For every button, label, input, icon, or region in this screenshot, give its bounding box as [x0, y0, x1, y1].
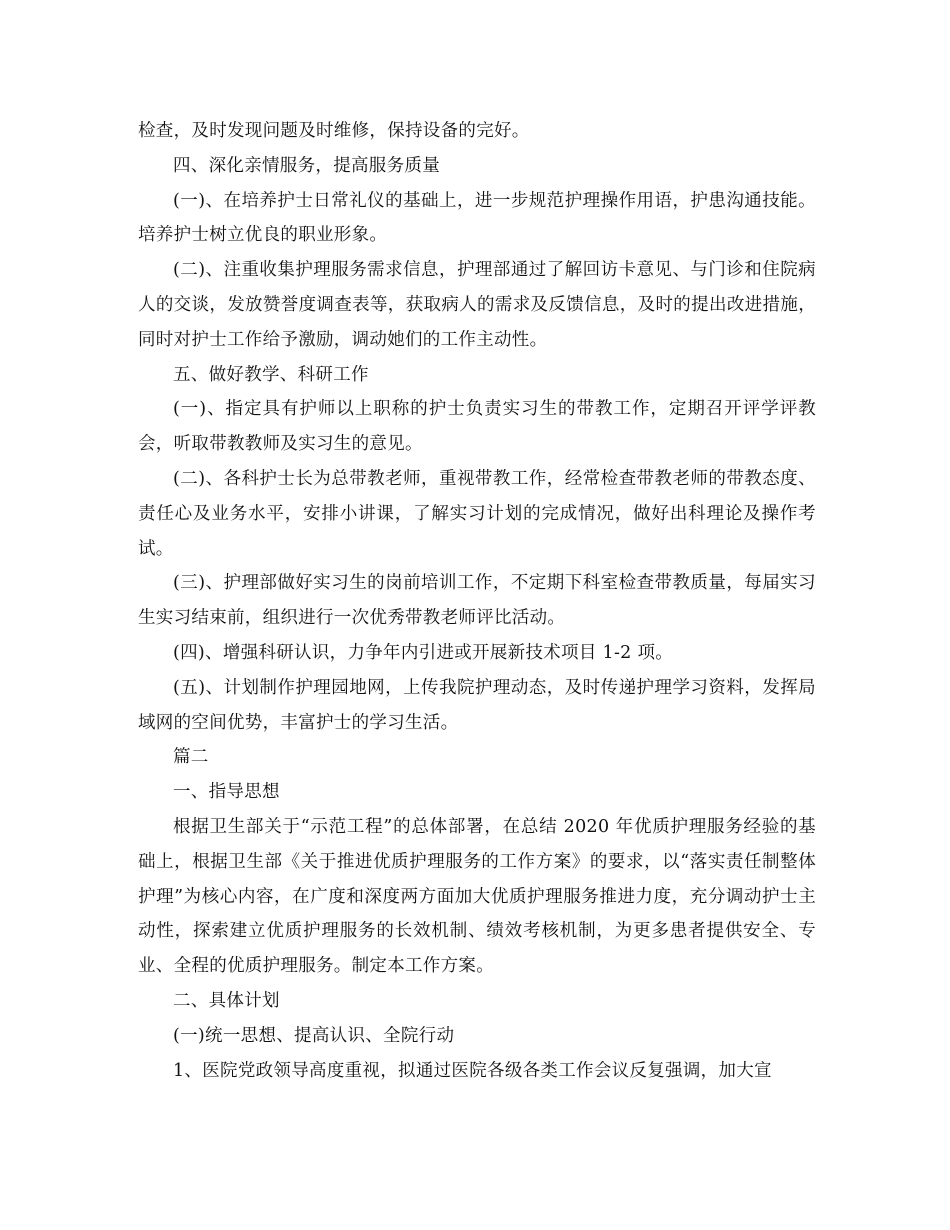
paragraph: 1、医院党政领导高度重视，拟通过医院各级各类工作会议反复强调，加大宣: [173, 1060, 772, 1081]
paragraph: (一)、在培养护士日常礼仪的基础上，进一步规范护理操作用语，护患沟通技能。培养护士树立优良的职业形象。: [138, 190, 816, 246]
section-heading-2: 二、具体计划: [173, 990, 280, 1011]
document-body: [138, 114, 816, 1088]
paragraph: (二)、注重收集护理服务需求信息，护理部通过了解回访卡意见、与门诊和住院病人的交谈，发放赞誉度调查表等，获取病人的需求及反馈信息，及时的提出改进措施，同时对护士工作给予激励，调动她们的工作主动性。: [138, 260, 816, 350]
part-title: 篇二: [173, 747, 209, 768]
paragraph-continuation: 检查，及时发现问题及时维修，保持设备的完好。: [138, 121, 530, 141]
paragraph: (一)、指定具有护师以上职称的护士负责实习生的带教工作，定期召开评学评教会，听取带教教师及实习生的意见。: [138, 399, 816, 455]
paragraph: (五)、计划制作护理园地网，上传我院护理动态，及时传递护理学习资料，发挥局域网的空间优势，丰富护士的学习生活。: [138, 677, 816, 733]
section-heading-1: 一、指导思想: [173, 782, 280, 803]
subsection-heading: (一)统一思想、提高认识、全院行动: [173, 1025, 455, 1046]
paragraph: 根据卫生部关于“示范工程”的总体部署，在总结 2020 年优质护理服务经验的基础上，根据卫生部《关于推进优质护理服务的工作方案》的要求，以“落实责任制整体护理”为核心内容，在广度和深度两方面加大优质护理服务推进力度，充分调动护士主动性，探索建立优质护理服务的长效机制、绩效考核机制，为更多患者提供安全、专业、全程的优质护理服务。制定本工作方案。: [138, 816, 816, 977]
section-heading-5: 五、做好教学、科研工作: [173, 364, 369, 385]
paragraph: (二)、各科护士长为总带教老师，重视带教工作，经常检查带教老师的带教态度、责任心及业务水平，安排小讲课，了解实习计划的完成情况，做好出科理论及操作考试。: [138, 468, 816, 559]
paragraph: (四)、增强科研认识，力争年内引进或开展新技术项目 1-2 项。: [173, 642, 674, 663]
paragraph: (三)、护理部做好实习生的岗前培训工作，不定期下科室检查带教质量，每届实习生实习结束前，组织进行一次优秀带教老师评比活动。: [138, 573, 816, 629]
section-heading-4: 四、深化亲情服务，提高服务质量: [173, 155, 440, 176]
